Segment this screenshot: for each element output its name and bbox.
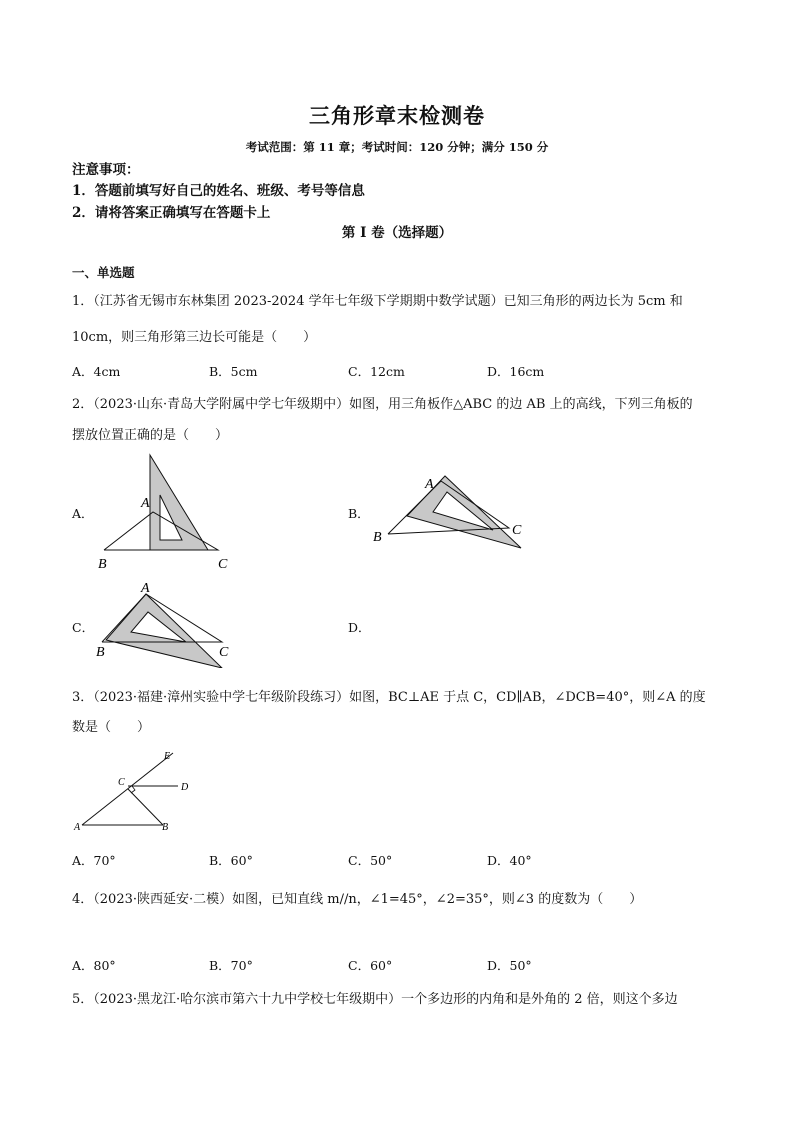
q3-stem-line1: 3．（2023·福建·漳州实验中学七年级阶段练习）如图，BC⊥AE 于点 C，CD∥AB，∠DCB=40°，则∠A 的度 [72, 690, 706, 705]
line-cb [128, 789, 163, 825]
q1-option-d[interactable]: D．16cm [487, 364, 545, 379]
section-title: 一、单选题 [72, 265, 135, 280]
label-b: B [373, 530, 382, 545]
q5-stem-line1: 5．（2023·黑龙江·哈尔滨市第六十九中学校七年级期中）一个多边形的内角和是外角的 2 倍，则这个多边 [72, 992, 678, 1007]
q3-stem-line2: 数是（ ） [72, 720, 151, 735]
label-b: B [96, 645, 105, 660]
q2-option-d[interactable]: D． [348, 620, 371, 635]
label-c: C [219, 645, 229, 660]
label-a: A [141, 581, 150, 596]
q3-figure [70, 748, 200, 838]
part-title: 第 I 卷（选择题） [341, 225, 453, 241]
q2-option-c[interactable]: C． [72, 620, 95, 635]
q4-stem-line1: 4．（2023·陕西延安·二模）如图，已知直线 m//n，∠1=45°，∠2=35°，则∠3 的度数为（ ） [72, 892, 643, 907]
q4-option-a[interactable]: A．80° [72, 958, 116, 973]
label-a: A [74, 822, 81, 833]
q3-option-a[interactable]: A．70° [72, 853, 116, 868]
q4-option-d[interactable]: D．50° [487, 958, 532, 973]
q2-stem-line1: 2．（2023·山东·青岛大学附属中学七年级期中）如图，用三角板作△ABC 的边 AB 上的高线，下列三角板的 [72, 397, 693, 412]
q2-option-b[interactable]: B． [348, 506, 370, 521]
label-b: B [98, 557, 107, 572]
q1-stem-line1: 1．（江苏省无锡市东林集团 2023-2024 学年七年级下学期期中数学试题）已知三角形的两边长为 5cm 和 [72, 294, 683, 309]
label-c: C [118, 777, 125, 788]
q3-option-d[interactable]: D．40° [487, 853, 532, 868]
q2-option-a[interactable]: A． [72, 506, 94, 521]
notice-heading: 注意事项： [72, 162, 140, 178]
label-c: C [512, 523, 522, 538]
q3-option-c[interactable]: C．50° [348, 853, 393, 868]
label-b: B [162, 822, 169, 833]
q1-option-b[interactable]: B．5cm [209, 364, 258, 379]
label-c: C [218, 557, 228, 572]
q1-option-a[interactable]: A．4cm [72, 364, 121, 379]
label-e: E [164, 751, 171, 762]
right-angle-mark [131, 786, 135, 793]
q1-stem-line2: 10cm，则三角形第三边长可能是（ ） [72, 330, 317, 345]
label-d: D [181, 782, 189, 793]
q2-figure-a [95, 450, 245, 575]
page-title: 三角形章末检测卷 [309, 103, 485, 128]
label-a: A [425, 477, 434, 492]
label-a: A [141, 496, 150, 511]
notice-item-2: 2．请将答案正确填写在答题卡上 [72, 205, 271, 221]
line-ae [82, 753, 173, 825]
q3-option-b[interactable]: B．60° [209, 853, 253, 868]
q2-figure-b [365, 468, 535, 553]
q4-option-b[interactable]: B．70° [209, 958, 253, 973]
q2-stem-line2: 摆放位置正确的是（ ） [72, 428, 229, 443]
exam-info: 考试范围：第 11 章；考试时间：120 分钟；满分 150 分 [245, 140, 549, 154]
q4-option-c[interactable]: C．60° [348, 958, 393, 973]
q1-option-c[interactable]: C．12cm [348, 364, 405, 379]
notice-item-1: 1．答题前填写好自己的姓名、班级、考号等信息 [72, 183, 365, 199]
q2-figure-c [92, 578, 242, 668]
